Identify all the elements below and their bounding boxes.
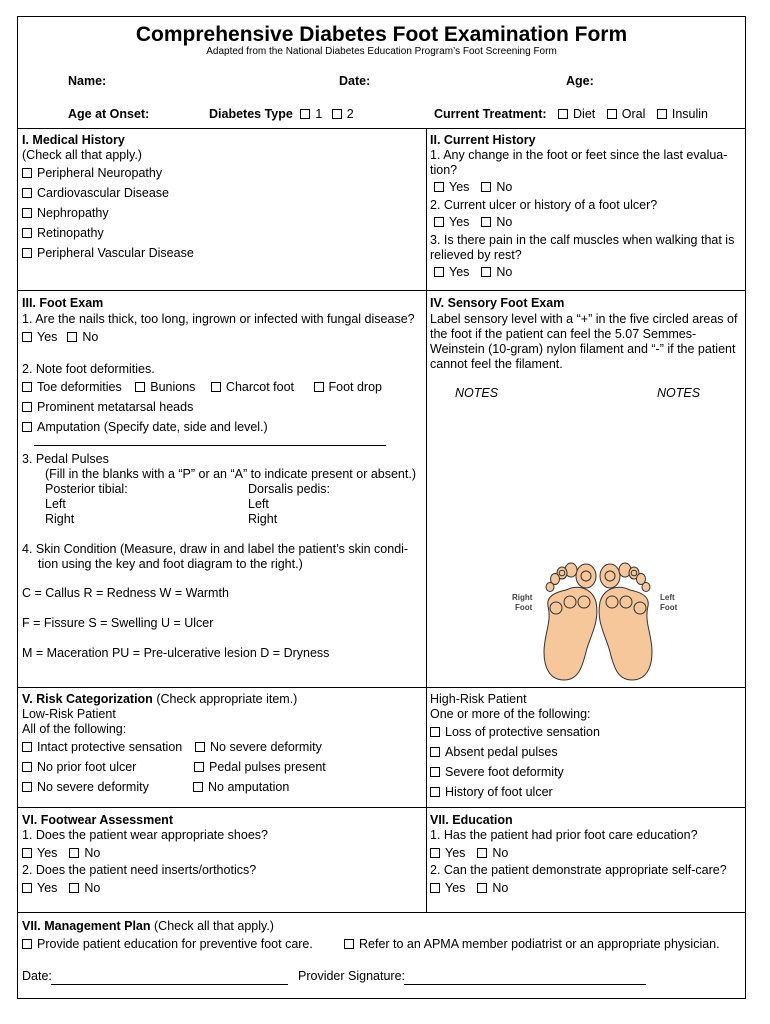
dorsalis-pedis-label: Dorsalis pedis: xyxy=(248,482,330,496)
low-risk-sub: All of the following: xyxy=(22,722,127,736)
yes-checkbox[interactable] xyxy=(434,267,444,277)
education-plan-checkbox[interactable] xyxy=(22,939,32,949)
mh-checkbox[interactable] xyxy=(22,228,32,238)
no-label: No xyxy=(492,881,509,895)
high-item xyxy=(430,745,558,759)
management-heading-note: (Check all that apply.) xyxy=(154,919,274,933)
yes-label: Yes xyxy=(37,881,58,895)
low-item-label: Intact protective sensation xyxy=(37,740,183,754)
fe-q3-instruction: (Fill in the blanks with a “P” or an “A” to indicate present or absent.) xyxy=(45,467,416,481)
no-checkbox[interactable] xyxy=(481,217,491,227)
low-checkbox[interactable] xyxy=(22,742,32,752)
posterior-right: Right xyxy=(45,512,75,526)
bunions-label: Bunions xyxy=(150,380,196,394)
form-page xyxy=(17,16,746,999)
type1-label: 1 xyxy=(315,107,323,121)
high-checkbox[interactable] xyxy=(430,787,440,797)
risk-heading: V. Risk Categorization xyxy=(22,692,153,706)
low-checkbox[interactable] xyxy=(195,742,205,752)
yes-checkbox[interactable] xyxy=(22,848,32,858)
left-foot xyxy=(599,563,652,680)
treatment-label: Current Treatment: xyxy=(434,107,547,121)
low-item-label: No severe deformity xyxy=(37,780,149,794)
toe-deformities-label: Toe deformities xyxy=(37,380,122,394)
yes-label: Yes xyxy=(449,265,470,279)
left-foot-shape xyxy=(599,587,652,680)
fe-metatarsal xyxy=(22,400,193,414)
mh-item-label: Peripheral Neuropathy xyxy=(37,166,163,180)
divider xyxy=(18,128,745,129)
skin-key-2: F = Fissure S = Swelling U = Ulcer xyxy=(22,616,214,630)
low-item xyxy=(193,780,289,794)
ch-q1b: tion? xyxy=(430,163,458,177)
risk-heading-row xyxy=(22,692,297,706)
no-label: No xyxy=(492,846,509,860)
oral-label: Oral xyxy=(621,107,646,121)
no-label: No xyxy=(82,330,99,344)
yes-label: Yes xyxy=(37,846,58,860)
low-checkbox[interactable] xyxy=(22,762,32,772)
management-opt2-label: Refer to an APMA member podiatrist or an appropriate physician. xyxy=(359,937,720,951)
divider xyxy=(18,687,745,688)
left-foot-label: Left xyxy=(660,593,675,602)
left-big-toe xyxy=(600,564,620,588)
insulin-label: Insulin xyxy=(671,107,708,121)
management-heading: VII. Management Plan xyxy=(22,919,151,933)
low-item xyxy=(22,780,149,794)
ch-q2: 2. Current ulcer or history of a foot ulcer? xyxy=(430,198,658,212)
sensory-line-4: cannot feel the filament. xyxy=(430,357,563,371)
yes-checkbox[interactable] xyxy=(430,848,440,858)
foot-drop-label: Foot drop xyxy=(328,380,383,394)
risk-heading-note: (Check appropriate item.) xyxy=(156,692,298,706)
diet-label: Diet xyxy=(573,107,596,121)
amputation-blank-line[interactable] xyxy=(34,445,386,446)
high-item-label: History of foot ulcer xyxy=(445,785,553,799)
treatment-row xyxy=(434,107,708,121)
management-opt1-label: Provide patient education for preventive foot care. xyxy=(37,937,313,951)
fe-q1: 1. Are the nails thick, too long, ingrown or infected with fungal disease? xyxy=(22,312,415,326)
type1-checkbox[interactable] xyxy=(300,109,310,119)
high-checkbox[interactable] xyxy=(430,727,440,737)
low-item xyxy=(194,760,326,774)
right-toe-5 xyxy=(546,583,554,592)
no-label: No xyxy=(496,215,513,229)
education-q2: 2. Can the patient demonstrate appropriate self-care? xyxy=(430,863,727,877)
high-checkbox[interactable] xyxy=(430,747,440,757)
column-divider xyxy=(426,128,427,912)
metatarsal-checkbox[interactable] xyxy=(22,402,32,412)
footwear-q1-answers xyxy=(22,846,100,860)
education-q1: 1. Has the patient had prior foot care education? xyxy=(430,828,698,842)
fe-q2: 2. Note foot deformities. xyxy=(22,362,155,376)
type2-label: 2 xyxy=(346,107,354,121)
skin-key-3: M = Maceration PU = Pre-ulcerative lesion D = Dryness xyxy=(22,646,330,660)
current-history-heading: II. Current History xyxy=(430,133,536,147)
right-foot-shape xyxy=(544,587,597,680)
left-foot-label-2: Foot xyxy=(660,603,678,612)
right-foot-label-2: Foot xyxy=(515,603,533,612)
no-label: No xyxy=(84,881,101,895)
high-item xyxy=(430,725,600,739)
no-checkbox[interactable] xyxy=(69,883,79,893)
divider xyxy=(18,912,745,913)
dorsalis-right: Right xyxy=(248,512,278,526)
diet-checkbox[interactable] xyxy=(558,109,568,119)
high-item xyxy=(430,765,564,779)
fe-q3: 3. Pedal Pulses xyxy=(22,452,109,466)
foot-drop-checkbox[interactable] xyxy=(314,382,324,392)
toe-deformities-checkbox[interactable] xyxy=(22,382,32,392)
mh-checkbox[interactable] xyxy=(22,208,32,218)
right-foot xyxy=(544,563,597,680)
no-checkbox[interactable] xyxy=(481,182,491,192)
notes-left: NOTES xyxy=(455,386,499,400)
type2-checkbox[interactable] xyxy=(332,109,342,119)
mp-date-label: Date: xyxy=(22,969,52,983)
fe-q4b: tion using the key and foot diagram to the right.) xyxy=(38,557,303,571)
sensory-line-1: Label sensory level with a “+” in the five circled areas of xyxy=(430,312,738,326)
sensory-heading: IV. Sensory Foot Exam xyxy=(430,296,565,310)
high-item xyxy=(430,785,553,799)
mh-item xyxy=(22,206,109,220)
name-label: Name: xyxy=(68,74,107,88)
sensory-line-2: the foot if the patient can feel the 5.07 Semmes- xyxy=(430,327,697,341)
right-foot-label: Right xyxy=(512,593,533,602)
footwear-q1: 1. Does the patient wear appropriate shoes? xyxy=(22,828,268,842)
mh-item xyxy=(22,246,194,260)
ch-q3-answers xyxy=(434,265,512,279)
low-item xyxy=(195,740,322,754)
ch-q1-answers xyxy=(434,180,512,194)
no-checkbox[interactable] xyxy=(69,848,79,858)
ch-q1: 1. Any change in the foot or feet since the last evalua- xyxy=(430,148,728,162)
yes-label: Yes xyxy=(449,180,470,194)
yes-checkbox[interactable] xyxy=(434,217,444,227)
ch-q2-answers xyxy=(434,215,512,229)
high-risk-label: High-Risk Patient xyxy=(430,692,527,706)
foot-exam-heading: III. Foot Exam xyxy=(22,296,104,310)
age-onset-label: Age at Onset: xyxy=(68,107,150,121)
high-checkbox[interactable] xyxy=(430,767,440,777)
signature-blank-line[interactable] xyxy=(404,984,646,985)
insulin-checkbox[interactable] xyxy=(657,109,667,119)
ch-q3: 3. Is there pain in the calf muscles when walking that is xyxy=(430,233,735,247)
high-item-label: Loss of protective sensation xyxy=(445,725,600,739)
yes-checkbox[interactable] xyxy=(22,332,32,342)
notes-right: NOTES xyxy=(657,386,701,400)
low-item xyxy=(22,760,136,774)
fe-q1-answers xyxy=(22,330,98,344)
signature-label: Provider Signature: xyxy=(298,969,406,983)
footwear-q2: 2. Does the patient need inserts/orthotics? xyxy=(22,863,257,877)
right-big-toe xyxy=(576,564,596,588)
footwear-heading: VI. Footwear Assessment xyxy=(22,813,173,827)
no-checkbox[interactable] xyxy=(67,332,77,342)
management-opt2 xyxy=(344,937,720,951)
posterior-left: Left xyxy=(45,497,66,511)
mh-item xyxy=(22,166,162,180)
mh-item-label: Peripheral Vascular Disease xyxy=(37,246,194,260)
date-blank-line[interactable] xyxy=(51,984,288,985)
low-checkbox[interactable] xyxy=(22,782,32,792)
low-item xyxy=(22,740,182,754)
mh-checkbox[interactable] xyxy=(22,248,32,258)
age-label: Age: xyxy=(566,74,594,88)
no-checkbox[interactable] xyxy=(481,267,491,277)
yes-checkbox[interactable] xyxy=(434,182,444,192)
date-label: Date: xyxy=(339,74,371,88)
medical-history-heading: I. Medical History xyxy=(22,133,125,147)
amputation-label: Amputation (Specify date, side and level.) xyxy=(37,420,268,434)
yes-checkbox[interactable] xyxy=(430,883,440,893)
diabetes-type-label: Diabetes Type xyxy=(209,107,293,121)
low-checkbox[interactable] xyxy=(194,762,204,772)
education-q1-answers xyxy=(430,846,508,860)
high-risk-sub: One or more of the following: xyxy=(430,707,591,721)
mh-item-label: Nephropathy xyxy=(37,206,109,220)
management-heading-row xyxy=(22,919,274,933)
ch-q3b: relieved by rest? xyxy=(430,248,522,262)
mh-checkbox[interactable] xyxy=(22,168,32,178)
fe-deformities-row xyxy=(22,380,382,394)
form-subtitle: Adapted from the National Diabetes Education Program’s Foot Screening Form xyxy=(206,46,557,57)
no-label: No xyxy=(496,180,513,194)
amputation-checkbox[interactable] xyxy=(22,422,32,432)
low-item-label: No amputation xyxy=(208,780,290,794)
high-item-label: Absent pedal pulses xyxy=(445,745,558,759)
fe-q4: 4. Skin Condition (Measure, draw in and label the patient’s skin condi- xyxy=(22,542,409,556)
low-item-label: Pedal pulses present xyxy=(209,760,326,774)
mh-item-label: Retinopathy xyxy=(37,226,104,240)
low-checkbox[interactable] xyxy=(193,782,203,792)
low-item-label: No prior foot ulcer xyxy=(37,760,137,774)
high-item-label: Severe foot deformity xyxy=(445,765,564,779)
mh-item xyxy=(22,226,104,240)
diabetes-type-row xyxy=(209,107,354,121)
dorsalis-left: Left xyxy=(248,497,269,511)
referral-checkbox[interactable] xyxy=(344,939,354,949)
medical-history-instruction: (Check all that apply.) xyxy=(22,148,142,162)
education-heading: VII. Education xyxy=(430,813,513,827)
mh-checkbox[interactable] xyxy=(22,188,32,198)
charcot-checkbox[interactable] xyxy=(211,382,221,392)
left-toe-5 xyxy=(642,583,650,592)
yes-label: Yes xyxy=(445,881,466,895)
low-risk-label: Low-Risk Patient xyxy=(22,707,116,721)
posterior-tibial-label: Posterior tibial: xyxy=(45,482,128,496)
bunions-checkbox[interactable] xyxy=(135,382,145,392)
yes-label: Yes xyxy=(37,330,58,344)
divider xyxy=(18,290,745,291)
yes-label: Yes xyxy=(445,846,466,860)
metatarsal-label: Prominent metatarsal heads xyxy=(37,400,194,414)
charcot-label: Charcot foot xyxy=(225,380,295,394)
no-label: No xyxy=(496,265,513,279)
mh-item-label: Cardiovascular Disease xyxy=(37,186,170,200)
yes-checkbox[interactable] xyxy=(22,883,32,893)
low-item-label: No severe deformity xyxy=(210,740,322,754)
skin-key-1: C = Callus R = Redness W = Warmth xyxy=(22,586,229,600)
no-checkbox[interactable] xyxy=(477,848,487,858)
footwear-q2-answers xyxy=(22,881,100,895)
yes-label: Yes xyxy=(449,215,470,229)
fe-amputation xyxy=(22,420,268,434)
foot-diagram xyxy=(508,552,688,684)
no-label: No xyxy=(84,846,101,860)
management-opt1 xyxy=(22,937,313,951)
education-q2-answers xyxy=(430,881,508,895)
mh-item xyxy=(22,186,169,200)
oral-checkbox[interactable] xyxy=(607,109,617,119)
no-checkbox[interactable] xyxy=(477,883,487,893)
sensory-line-3: Weinstein (10-gram) nylon filament and “-” if the patient xyxy=(430,342,736,356)
divider xyxy=(18,807,745,808)
form-title: Comprehensive Diabetes Foot Examination Form xyxy=(135,23,628,46)
